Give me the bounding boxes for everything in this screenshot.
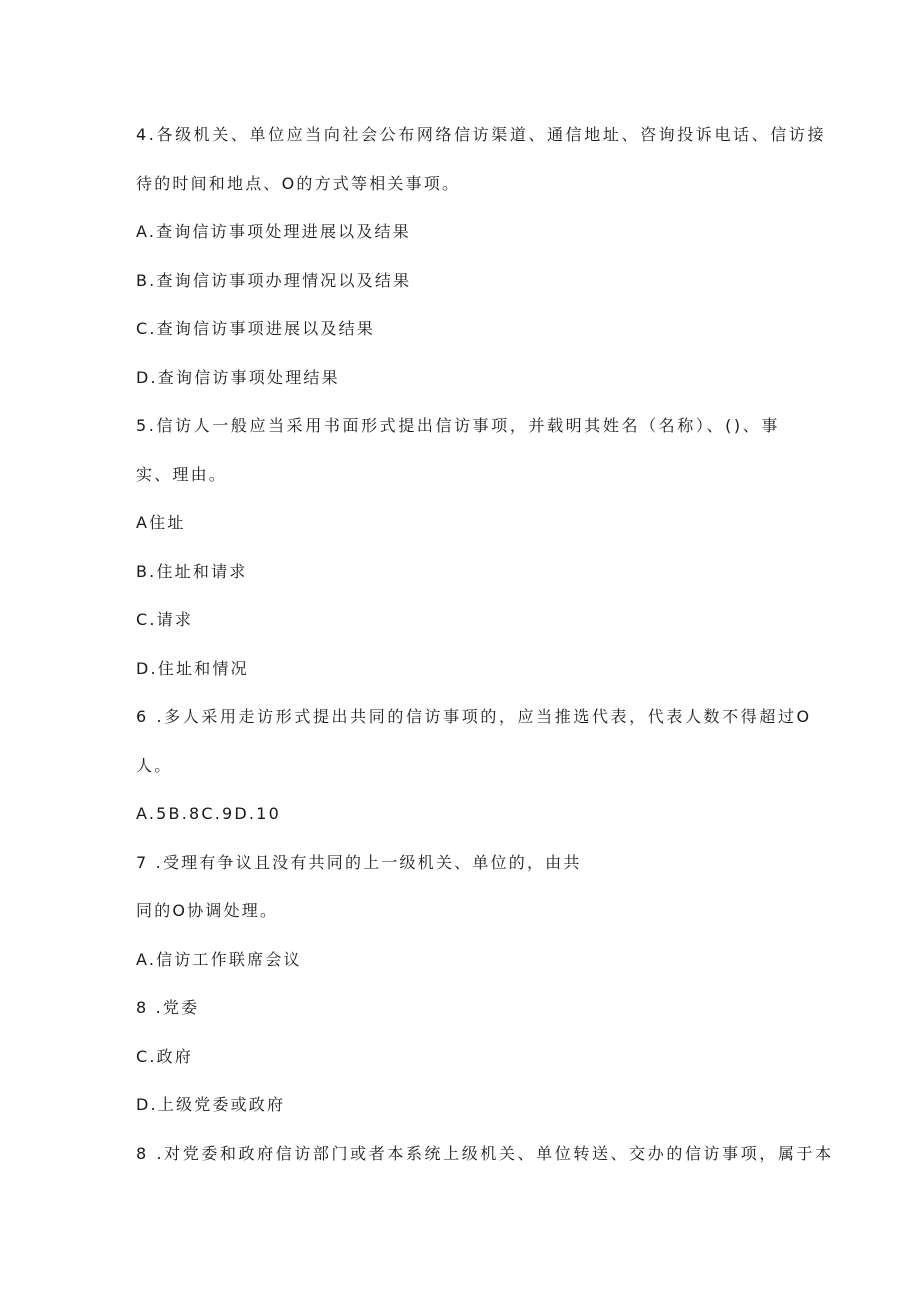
option-4b: B.查询信访事项办理情况以及结果 (136, 271, 412, 290)
option-5c: C.请求 (136, 610, 194, 629)
question-4-line-1: 4.各级机关、单位应当向社会公布网络信访渠道、通信地址、咨询投诉电话、信访接 (136, 125, 827, 144)
option-4a: A.查询信访事项处理进展以及结果 (136, 222, 411, 241)
question-5-line-1: 5.信访人一般应当采用书面形式提出信访事项，并载明其姓名（名称）、()、事 (136, 416, 780, 435)
option-7b: 8 .党委 (136, 998, 200, 1017)
option-7c: C.政府 (136, 1047, 194, 1066)
question-7-line-1: 7 .受理有争议且没有共同的上一级机关、单位的，由共 (136, 853, 582, 872)
question-8-line-1: 8 .对党委和政府信访部门或者本系统上级机关、单位转送、交办的信访事项，属于本 (136, 1144, 834, 1163)
question-4-line-2: 待的时间和地点、O的方式等相关事项。 (136, 174, 461, 193)
question-5-line-2: 实、理由。 (136, 465, 228, 484)
option-5a: A住址 (136, 513, 186, 532)
option-4d: D.查询信访事项处理结果 (136, 368, 340, 387)
options-6: A.5B.8C.9D.10 (136, 804, 281, 823)
question-6-line-1: 6 .多人采用走访形式提出共同的信访事项的，应当推选代表，代表人数不得超过O (136, 707, 812, 726)
question-6-line-2: 人。 (136, 756, 173, 775)
option-7d: D.上级党委或政府 (136, 1095, 286, 1114)
option-5d: D.住址和情况 (136, 659, 249, 678)
question-7-line-2: 同的O协调处理。 (136, 901, 279, 920)
option-4c: C.查询信访事项进展以及结果 (136, 319, 376, 338)
option-5b: B.住址和请求 (136, 562, 248, 581)
option-7a: A.信访工作联席会议 (136, 950, 302, 969)
